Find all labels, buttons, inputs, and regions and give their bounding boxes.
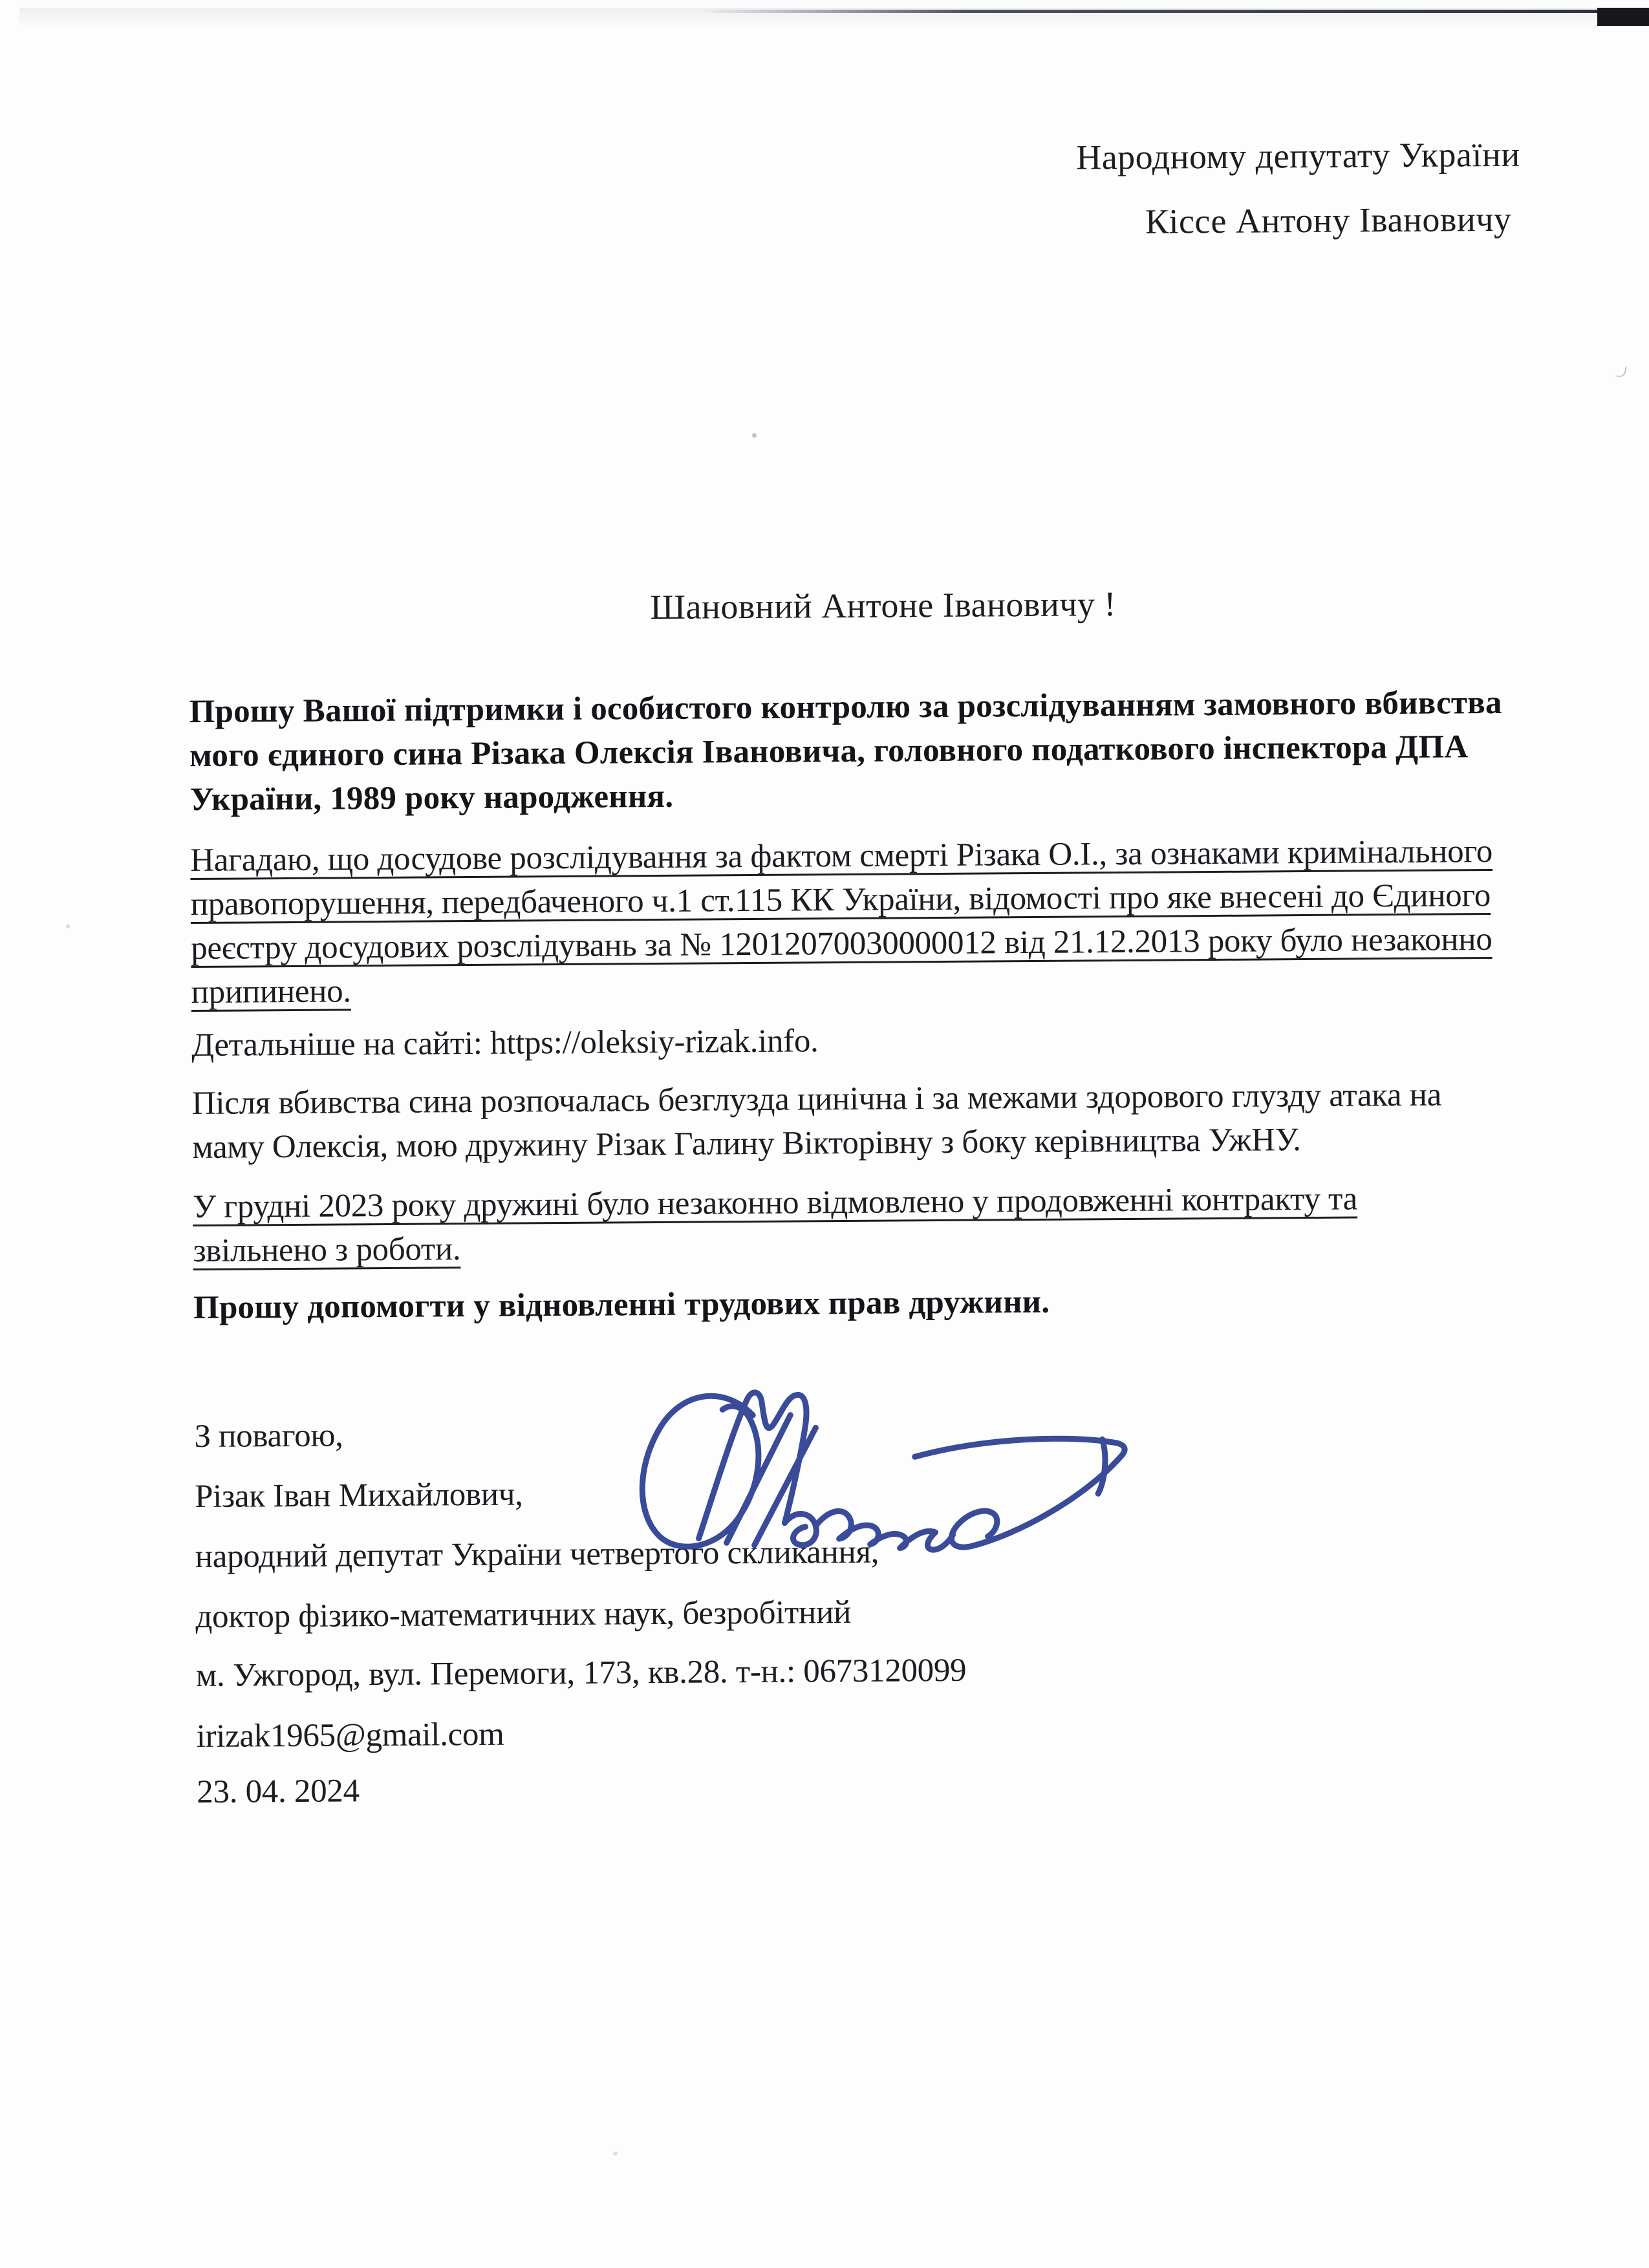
paragraph-line: Прошу Вашої підтримки і особистого контролю за розслідуванням замовного вбивства bbox=[189, 684, 1502, 731]
sender-name: Різак Іван Михайлович, bbox=[194, 1476, 523, 1515]
paragraph-line: Прошу допомогти у відновленні трудових прав дружини. bbox=[193, 1283, 1050, 1327]
paragraph-line: звільнено з роботи. bbox=[193, 1231, 461, 1270]
closing-phrase: З повагою, bbox=[194, 1417, 343, 1455]
paragraph-help-request bbox=[193, 1276, 1577, 1330]
paragraph-line: припинено. bbox=[191, 973, 352, 1011]
website-url-text: Детальніше на сайті: https://oleksiy-rizak.info. bbox=[191, 1023, 819, 1064]
paragraph-line: мого єдиного сина Різака Олексія Івановича, головного податкового інспектора ДПА bbox=[189, 729, 1469, 775]
paragraph-dismissal bbox=[193, 1175, 1577, 1273]
paragraph-website bbox=[191, 1014, 1575, 1067]
sender-title-deputy: народний депутат України четвертого скликання, bbox=[195, 1534, 879, 1576]
paragraph-line: правопорушення, передбаченого ч.1 ст.115 КК України, відомості про яке внесені до Єдиного bbox=[190, 877, 1491, 923]
sender-address-phone: м. Ужгород, вул. Перемоги, 173, кв.28. т-н.: 0673120099 bbox=[195, 1652, 967, 1695]
salutation: Шановний Антоне Івановичу ! bbox=[650, 584, 1117, 627]
paragraph-line: маму Олексія, мою дружину Різак Галину Вікторівну з боку керівництва УжНУ. bbox=[192, 1122, 1301, 1166]
paragraph-line: У грудні 2023 року дружині було незаконно відмовлено у продовженні контракту та bbox=[192, 1181, 1358, 1226]
paragraph-wife-attack bbox=[192, 1072, 1577, 1170]
paragraph-case-details bbox=[190, 829, 1575, 1014]
sender-email: irizak1965@gmail.com bbox=[196, 1716, 504, 1755]
recipient-line-2: Кіссе Антону Івановичу bbox=[1145, 199, 1512, 241]
paragraph-request-investigation bbox=[189, 680, 1573, 822]
letter-date: 23. 04. 2024 bbox=[197, 1773, 360, 1811]
recipient-block bbox=[1076, 122, 1521, 255]
paragraph-line: Нагадаю, що досудове розслідування за фактом смерті Різака О.І., за ознаками кримінального bbox=[190, 833, 1493, 879]
paragraph-line: реєстру досудових розслідувань за № 12012070030000012 від 21.12.2013 року було незаконно bbox=[191, 921, 1493, 967]
handwritten-signature bbox=[620, 1373, 1145, 1564]
recipient-line-1: Народному депутату України bbox=[1076, 134, 1520, 177]
sender-title-doctor: доктор фізико-математичних наук, безробітний bbox=[195, 1594, 852, 1636]
paragraph-line: України, 1989 року народження. bbox=[189, 778, 674, 818]
paragraph-line: Після вбивства сина розпочалась безглузда цинічна і за межами здорового глузду атака на bbox=[191, 1076, 1442, 1122]
